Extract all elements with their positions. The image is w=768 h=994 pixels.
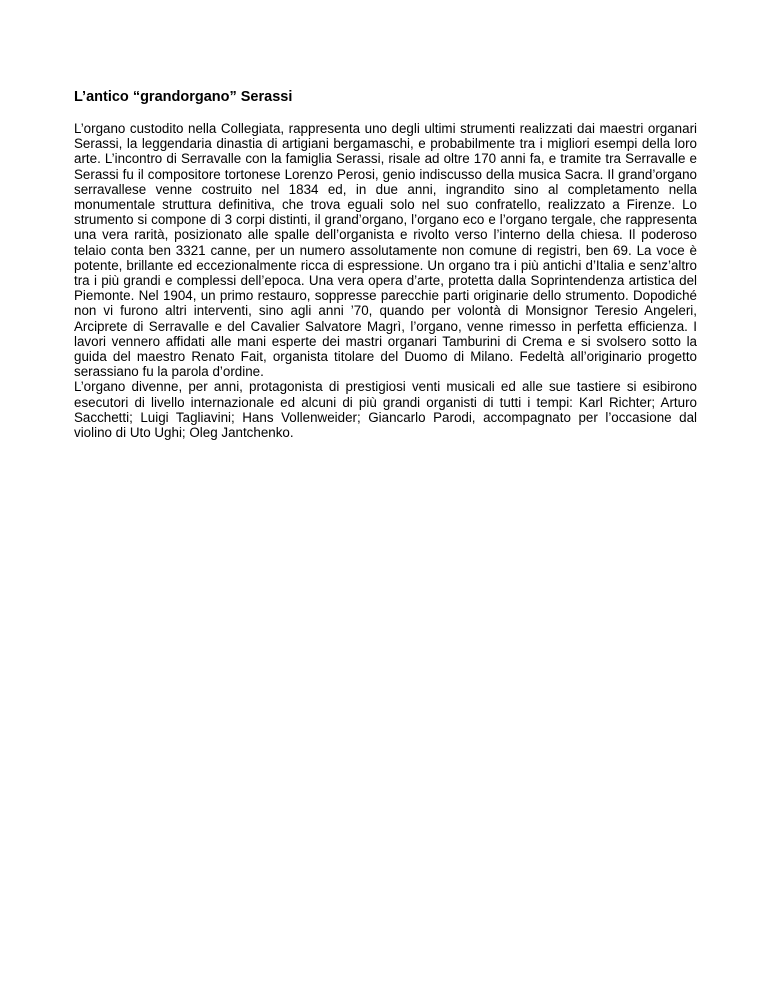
paragraph-performers: L’organo divenne, per anni, protagonista di prestigiosi venti musicali ed alle sue tastiere si esibirono esecutori di livello internazionale ed alcuni di più grandi organisti di tutti i tempi: Karl Richter; Arturo Sacchetti; Luigi Tagliavini; Hans Vollenweider; Giancarlo Parodi, accompagnato per l’occasione dal violino di Uto Ughi; Oleg Jantchenko. [74,379,697,441]
document-page [74,88,697,440]
paragraph-history: L’organo custodito nella Collegiata, rappresenta uno degli ultimi strumenti realizzati dai maestri organari Serassi, la leggendaria dinastia di artigiani bergamaschi, e probabilmente tra i migliori esempi della loro arte. L’incontro di Serravalle con la famiglia Serassi, risale ad oltre 170 anni fa, e tramite tra Serravalle e Serassi fu il compositore tortonese Lorenzo Perosi, genio indiscusso della musica Sacra. Il grand’organo serravallese venne costruito nel 1834 ed, in due anni, ingrandito sino al completamento nella monumentale struttura definitiva, che trova eguali solo nel suo confratello, realizzato a Firenze. Lo strumento si compone di 3 corpi distinti, il grand’organo, l’organo eco e l’organo tergale, che rappresenta una vera rarità, posizionato alle spalle dell’organista e rivolto verso l’interno della chiesa. Il poderoso telaio conta ben 3321 canne, per un numero assolutamente non comune di registri, ben 69. La voce è potente, brillante ed eccezionalmente ricca di espressione. Un organo tra i più antichi d’Italia e senz’altro tra i più grandi e complessi dell’epoca. Una vera opera d’arte, protetta dalla Soprintendenza artistica del Piemonte. Nel 1904, un primo restauro, soppresse parecchie parti originarie dello strumento. Dopodiché non vi furono altri interventi, sino agli anni ’70, quando per volontà di Monsignor Teresio Angeleri, Arciprete di Serravalle e del Cavalier Salvatore Magrì, l’organo, venne rimesso in perfetta efficienza. I lavori vennero affidati alle mani esperte dei mastri organari Tamburini di Crema e si svolsero sotto la guida del maestro Renato Fait, organista titolare del Duomo di Milano. Fedeltà all’originario progetto serassiano fu la parola d’ordine. [74,121,697,380]
document-title: L’antico “grandorgano” Serassi [74,89,293,105]
